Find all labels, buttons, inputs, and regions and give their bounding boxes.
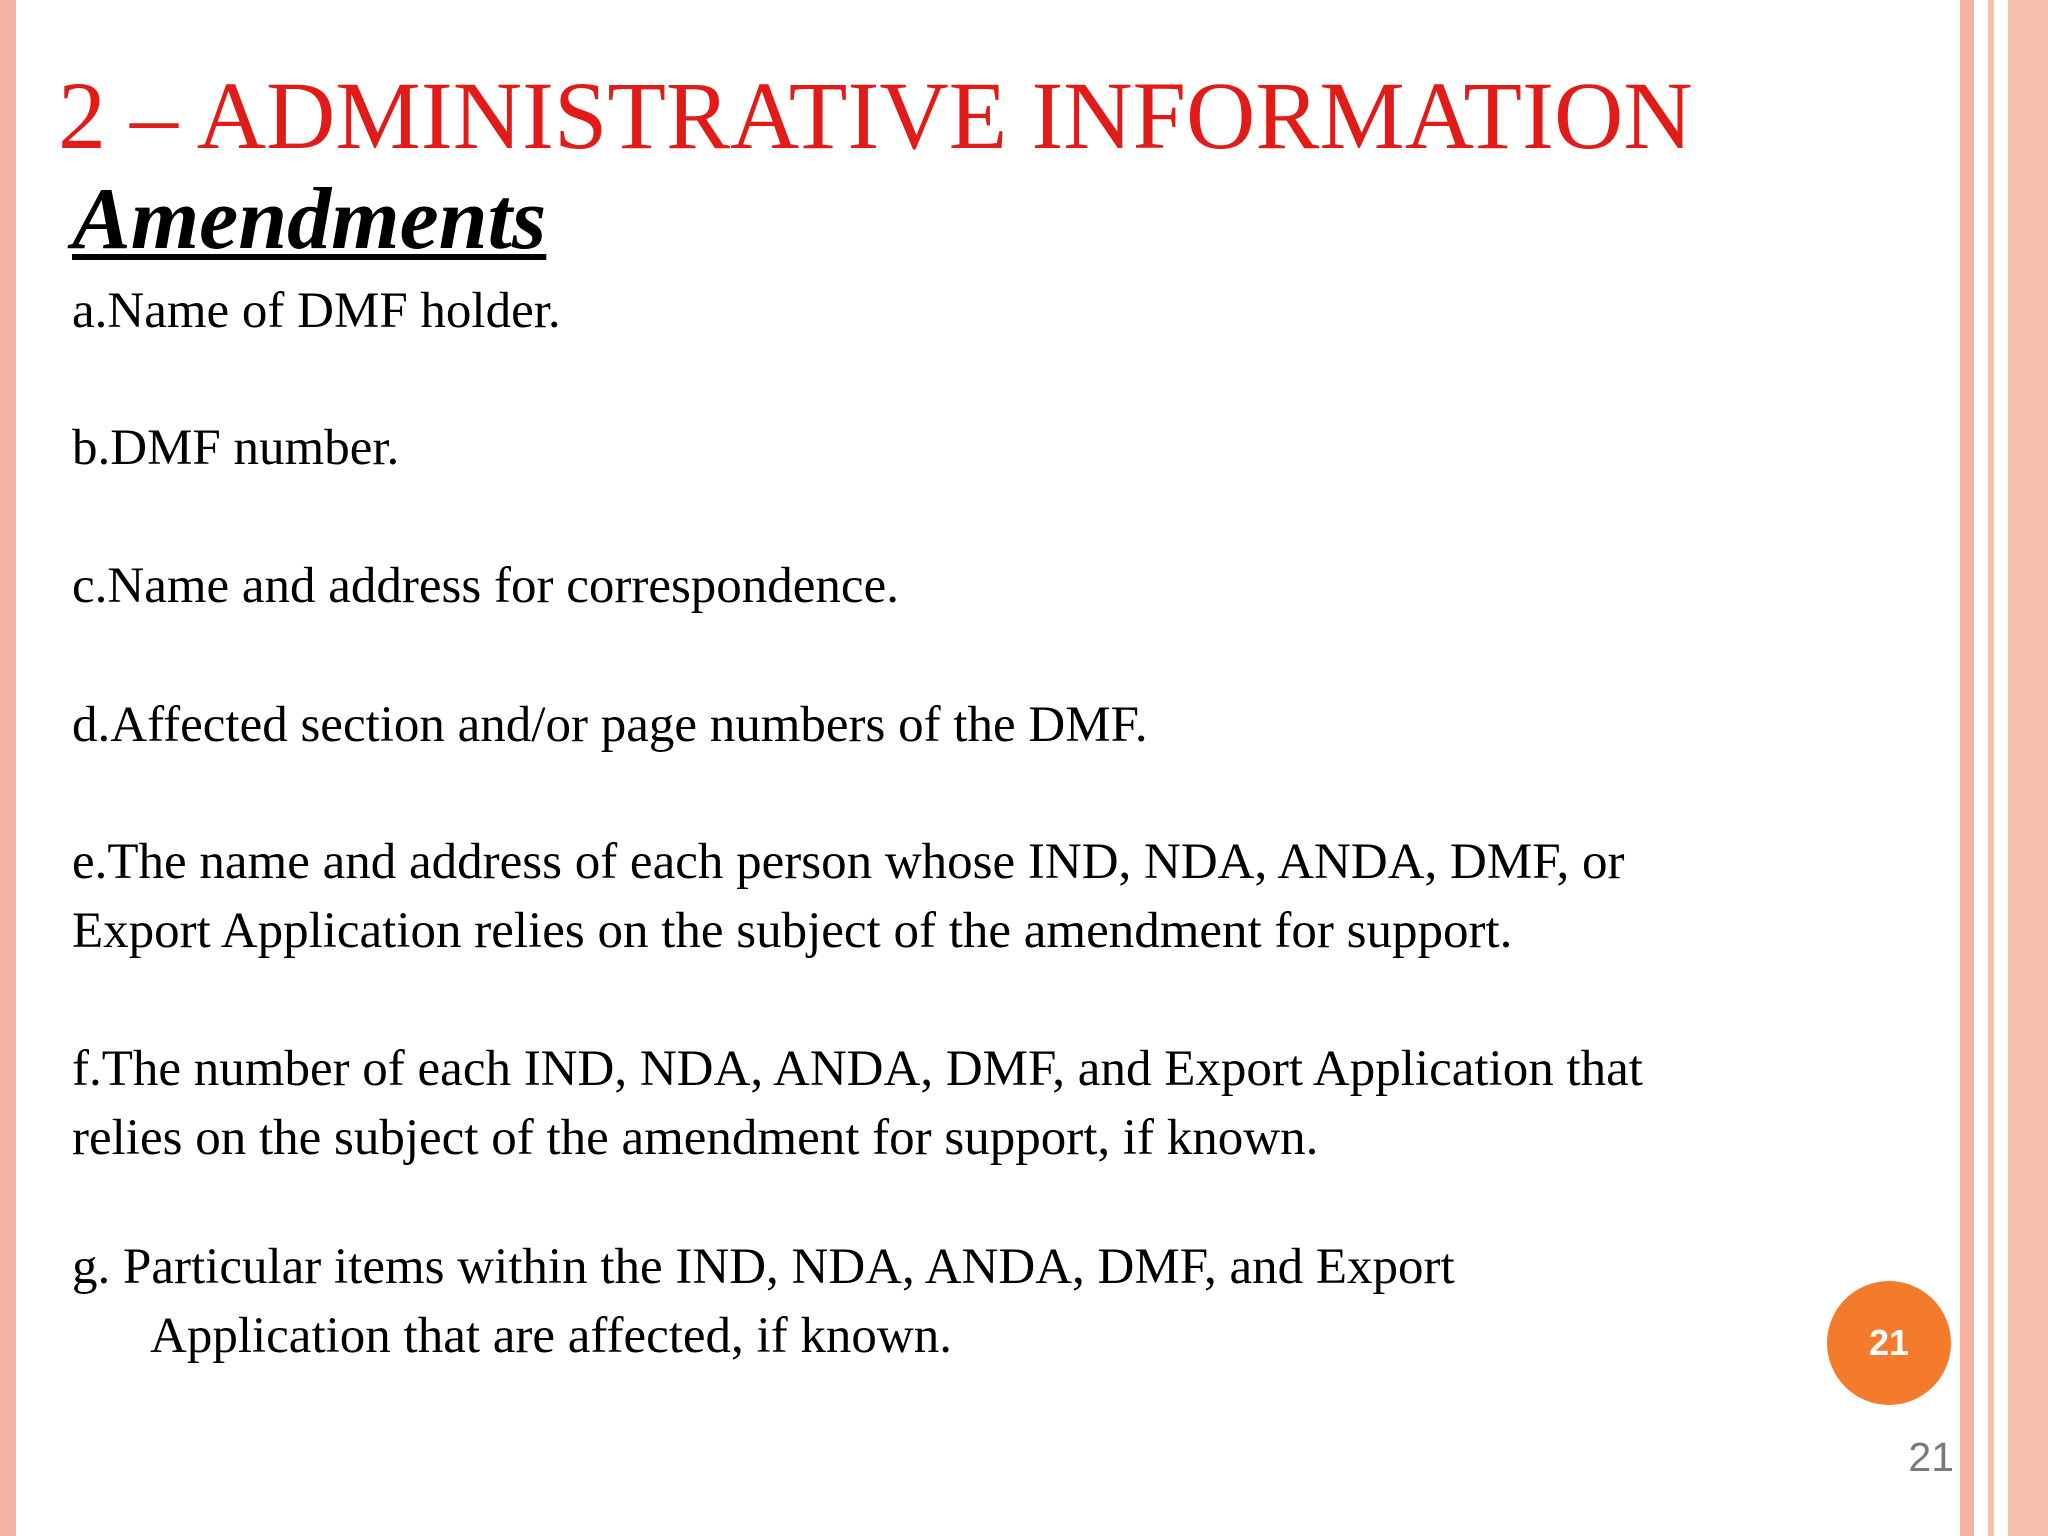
section-heading: Amendments [72,171,547,268]
list-item-f-line-2: relies on the subject of the amendment for support, if known. [72,1110,1319,1166]
list-item-e-line-2: Export Application relies on the subject of the amendment for support. [72,903,1513,959]
slide-number-badge [1827,1281,1951,1405]
page-number: 21 [1908,1434,1954,1480]
list-item-e-line-1: e.The name and address of each person whose IND, NDA, ANDA, DMF, or [72,834,1625,890]
slide-title: 2 – ADMINISTRATIVE INFORMATION [58,62,1693,169]
badge-number: 21 [1868,1322,1910,1363]
left-border [0,0,16,1536]
list-item-g-line-1: g. Particular items within the IND, NDA, ANDA, DMF, and Export [72,1239,1455,1295]
list-item-b: b.DMF number. [72,420,400,476]
list-item-d: d.Affected section and/or page numbers of the DMF. [72,697,1148,753]
list-item-g-line-2: Application that are affected, if known. [150,1308,953,1364]
right-border [1960,0,1974,1536]
list-item-f-line-1: f.The number of each IND, NDA, ANDA, DMF, and Export Application that [72,1041,1643,1097]
list-item-a: a.Name of DMF holder. [72,283,561,339]
list-item-c: c.Name and address for correspondence. [72,558,899,614]
right-border-accent [1988,0,1994,1536]
right-border-outer [2008,0,2048,1536]
